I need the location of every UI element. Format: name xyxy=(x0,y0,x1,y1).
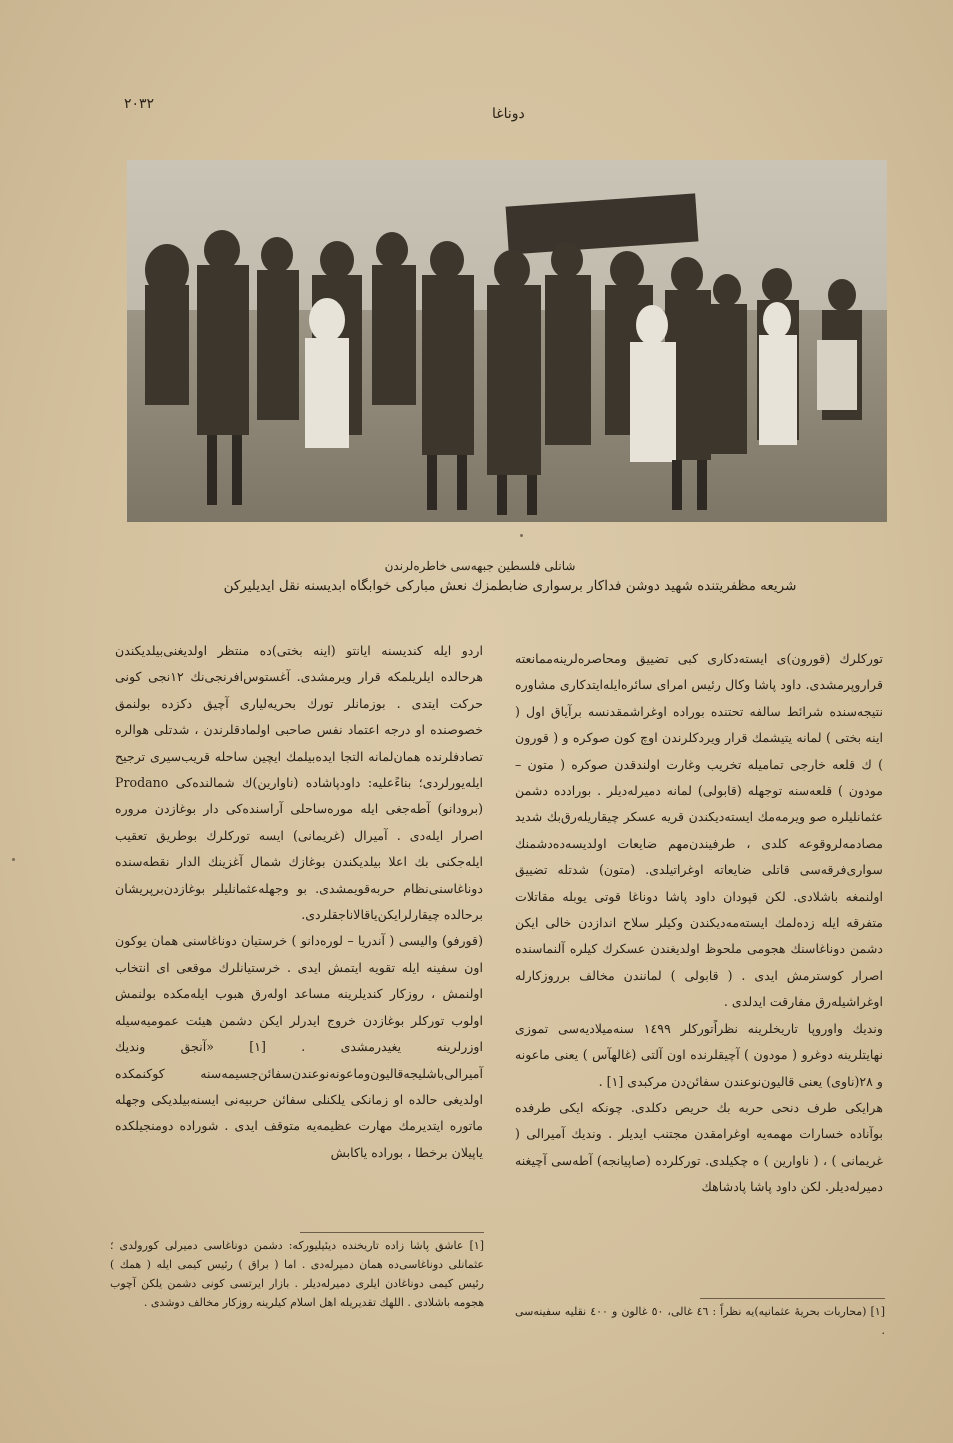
page-number: ٢٠٣٢ xyxy=(124,96,155,112)
paragraph: وندیك واوروپا تاریخلرینه نظراً‌تورکلر ١٤٩٩ سنه‌میلادیه‌سی تموزی نهایتلرینه دوغرو ( مودون ) آچیقلرنده اون آلتی (غالهآس ) یعنی ماعونه و ٢٨(ناوی) یعنی قالیون‌نوعندن سفائن‌دن مرکبدی [١] . xyxy=(515,1020,883,1089)
photo-caption-line-1: شانلی فلسطین جبهه‌سی خاطره‌لرندن xyxy=(384,559,576,573)
right-text-column xyxy=(515,646,883,1201)
paragraph: اردو ایله کندیسنه ایانتو (اینه بختی)ده منتظر اولدیغنی‌بیلدیکندن هرحالده ایلریلمکه قرار ویرمشدی. آغستوس‌افرنجی‌نك ١٢نجی کونی حرکت ایتدی . بوزمانلر تورك بحریه‌لیاری آچیق دکزده بولنمق خصوصنده او درجه اعتماد نفس صاحبی اولمادقلرندن ، شدتلی هوالره تصادفلرنده همان‌لمانه التجا ایده‌بیلمك ایچین ساحله قریب‌سیری ترجیح ایله‌یورلردی؛ بناءً‌علیه: داودپاشاده (ناوارین)ك شمالنده‌کی Prodano (برودانو) آطه‌جغی ایله موره‌ساحلی آراسنده‌کی دار بوغازدن مروره اصرار ایله‌دی . آمیرال (غریمانی) ایسه تورکلرك بوطریق تعقیب ایله‌جکنی بك اعلا بیلدیکندن بوغازك شمال آغزینك الدار نقطه‌سنده دوناغاسنی‌نظام حربه‌قویمشدی. بو وجهله‌عثمانلیلر بوغازدن‌برپریشان برحالده چیقارلرایکن‌یاقالاناجقلردی. xyxy=(115,643,484,923)
photo-caption-line-2: شریعه مظفریتنده شهید دوشن فداکار برسواری ضابطمزك نعش مبارکی خوابگاه ابدیسنه نقل ایدیلیرکن xyxy=(223,578,797,594)
paragraph: (قورفو) والیسی ( آندریا – لوره‌دانو ) خرستیان دوناغاسنی همان یوکون اون سفینه ایله تقویه ایتمش ایدی . خرستیانلرك موقعی ای انتخاب اولنمش ، روزکار کندیلرینه مساعد اوله‌رق هبوب ایله‌مکده بولنمش اولوب تورکلر بوغازدن خروج ایدرلر ایکن دشمن هیئت عمومیه‌سیله اوزرلرینه یغیدرمشدی . [١] «آنجق وندیك آمیرالی‌باشلیجه‌قالیون‌وماعونه‌نوعندن‌سفائن‌جسیمه‌سنه کوکنمکده اولدیغی حالده او زمانکی یلکنلی سفائن حربیه‌نی ایسنه‌بیلدیکی وجهله ماتوره ایتدیرمك مهارت عظیمه‌یه متوقف ایدی . شوراده دومنجیلکده یاپیلان برخطا ، بوراده یاکابش xyxy=(115,933,484,1160)
running-title: دوناغا xyxy=(492,106,525,122)
footnote-left: [١] عاشق پاشا زاده تاریخنده دیئیلیورکه: دشمن دوناغاسی دمیرلی کورولدی ؛ عثمانلی دوناغاسی‌ده همان دمیرله‌دی . اما ( براق ) رئیس کیمی ایله ( همك ) رئیس کیمی دوناغادن ایلری دمیرله‌دیلر . بازار ایرتسی کونی دشمن یلکن آچوب هجومه باشلادی . اللهك تقدیریله اهل اسلام کیلرینه روزکار مخالف دوشدی . xyxy=(110,1239,484,1309)
paragraph: هرایکی طرف دنحی حربه بك حریص دکلدی. چونکه ایکی طرفده بوآناده خسارات مهمه‌یه اوغرامقدن مجتنب ایدیلر . وندیك آمیرالی ( غریمانی ) ، ( ناوارین ) ه چکیلدی. تورکلرده (صاپیانجه) آطه‌سی آچیغنه دمیرله‌دیلر. لكن داود پاشا پادشاهك xyxy=(515,1099,883,1195)
paragraph: تورکلرك (قورون)ی ایسته‌دکاری کبی تضییق ومحاصره‌لرینه‌ممانعته قراروپرمشدی. داود پاشا وکال رئیس امرای سائره‌ایله‌ایتدکاری مشاوره نتیجه‌سنده شرائط سالفه تحتنده بوراده اوغراشمقدنسه برآیاق اول ( اینه بختی ) لمانه یتیشمك قرار ویردکلرندن اوچ کون صوکره و ( قورون ) ك قلعه خارجی تماميله تخریب وغارت اولندقدن صوکره ( متون – مودون ) قلعه‌سنه توجهله (قابولی) لمانه دمیرله‌دیلر . بورادده دشمن عثمانلیلره صو ویرمه‌مك ایسته‌دیکندن قریه عسكر چیقاریله‌رق‌بك شدید مصادمه‌لروقوعه کلدی ، طرفیندن‌مهم ضایعات اولدیسه‌ده‌دشمنك سواری‌فرقه‌سی قاتلی ضایعاته اوغراتیلدی. (متون) شدتله تضییق اولنمغه باشلادی. لكن قپودان داود پاشا دوناغا قوتی یوبله مقاتلات متفرقه ایله زده‌لمك ایسته‌مه‌دیکندن وکیلر سلاح اندازدن خالی ایکن دشمن دوناغاسنك هجومی ملحوظ اولدیغندن عسکرك کیلره آلنماسنده اصرار کوسترمش ایدی . ( قابولی ) لمانندن مخالف برروزکارله اوغراشیله‌رق مفارقت ایدلدی . xyxy=(515,651,883,1010)
paper-speck xyxy=(12,858,15,861)
footnote-rule xyxy=(300,1232,484,1233)
photograph-soldiers-icon xyxy=(127,160,887,522)
paper-speck xyxy=(520,534,523,537)
photograph xyxy=(127,160,887,522)
footnote-right: [١] (محاربات بحریۀ عثمانیه)یه نظراً : ٤٦ غالی، ٥٠ غالون و ٤٠٠ نقلیه سفینه‌سی . xyxy=(515,1305,886,1337)
footnote-rule xyxy=(700,1298,885,1299)
left-text-column xyxy=(115,638,483,1166)
